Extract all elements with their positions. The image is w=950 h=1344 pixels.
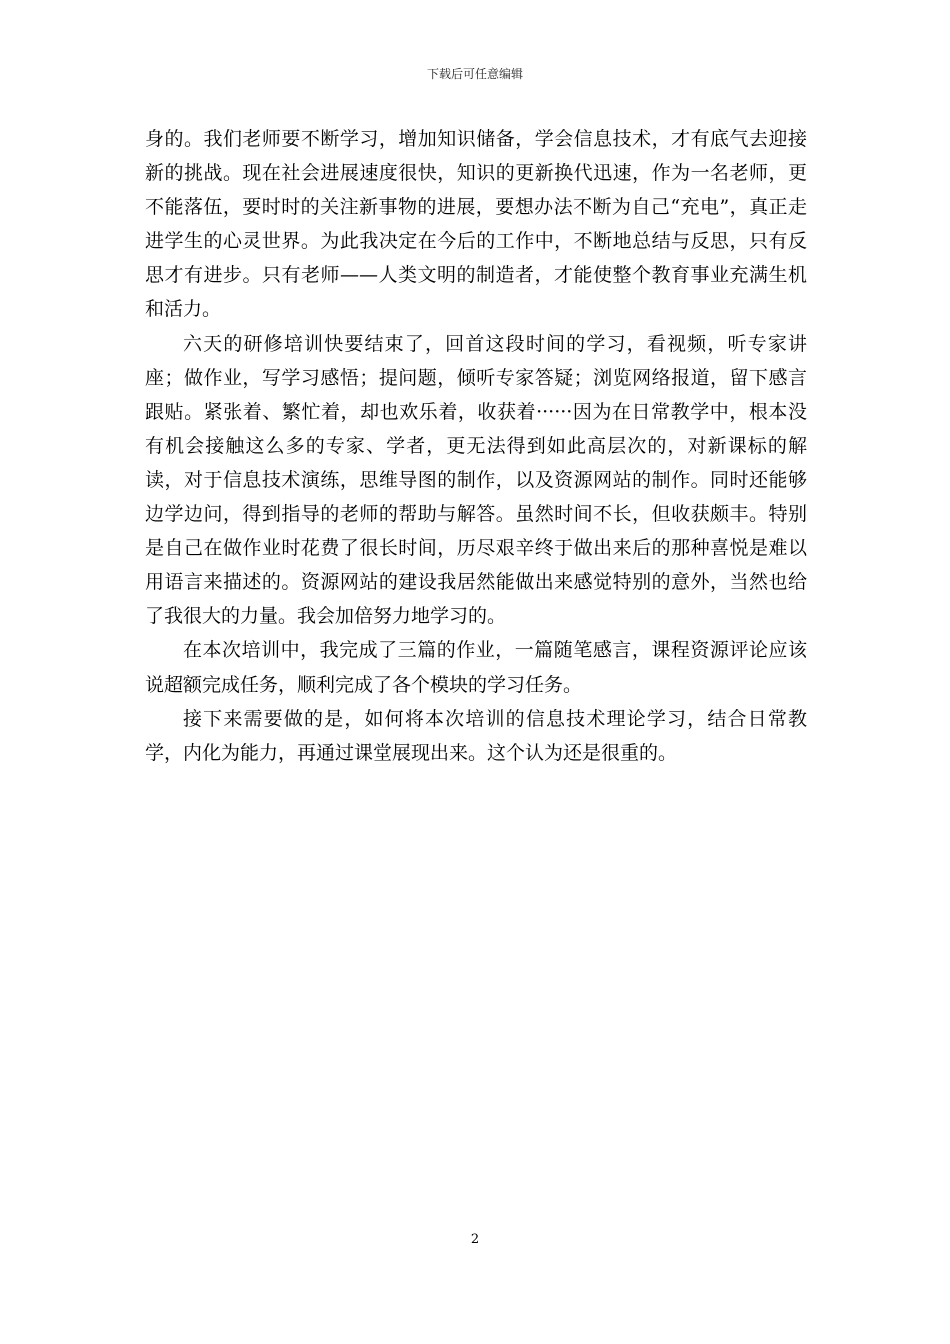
- paragraph-training-summary: 六天的研修培训快要结束了，回首这段时间的学习，看视频，听专家讲座；做作业，写学习感悟；提问题，倾听专家答疑；浏览网络报道，留下感言跟贴。紧张着、繁忙着，却也欢乐着，收获着······因为在日常教学中，根本没有机会接触这么多的专家、学者，更无法得到如此高层次的，对新课标的解读，对于信息技术演练，思维导图的制作，以及资源网站的制作。同时还能够边学边问，得到指导的老师的帮助与解答。虽然时间不长，但收获颇丰。特别是自己在做作业时花费了很长时间，历尽艰辛终于做出来后的那种喜悦是难以用语言来描述的。资源网站的建设我居然能做出来感觉特别的意外，当然也给了我很大的力量。我会加倍努力地学习的。: [145, 332, 807, 628]
- page-header: 下载后可任意编辑: [426, 67, 523, 81]
- paragraph-continuation: 身的。我们老师要不断学习，增加知识储备，学会信息技术，才有底气去迎接新的挑战。现在社会进展速度很快，知识的更新换代迅速，作为一名老师，更不能落伍，要时时的关注新事物的进展，要想办法不断为自己“充电”，真正走进学生的心灵世界。为此我决定在今后的工作中，不断地总结与反思，只有反思才有进步。只有老师——人类文明的制造者，才能使整个教育事业充满生机和活力。: [145, 128, 807, 321]
- paragraph-assignments: 在本次培训中，我完成了三篇的作业，一篇随笔感言，课程资源评论应该说超额完成任务，顺利完成了各个模块的学习任务。: [145, 639, 807, 696]
- paragraph-next-steps: 接下来需要做的是，如何将本次培训的信息技术理论学习，结合日常教学，内化为能力，再通过课堂展现出来。这个认为还是很重的。: [145, 707, 807, 764]
- page-number: 2: [470, 1232, 480, 1247]
- document-body: [145, 122, 807, 770]
